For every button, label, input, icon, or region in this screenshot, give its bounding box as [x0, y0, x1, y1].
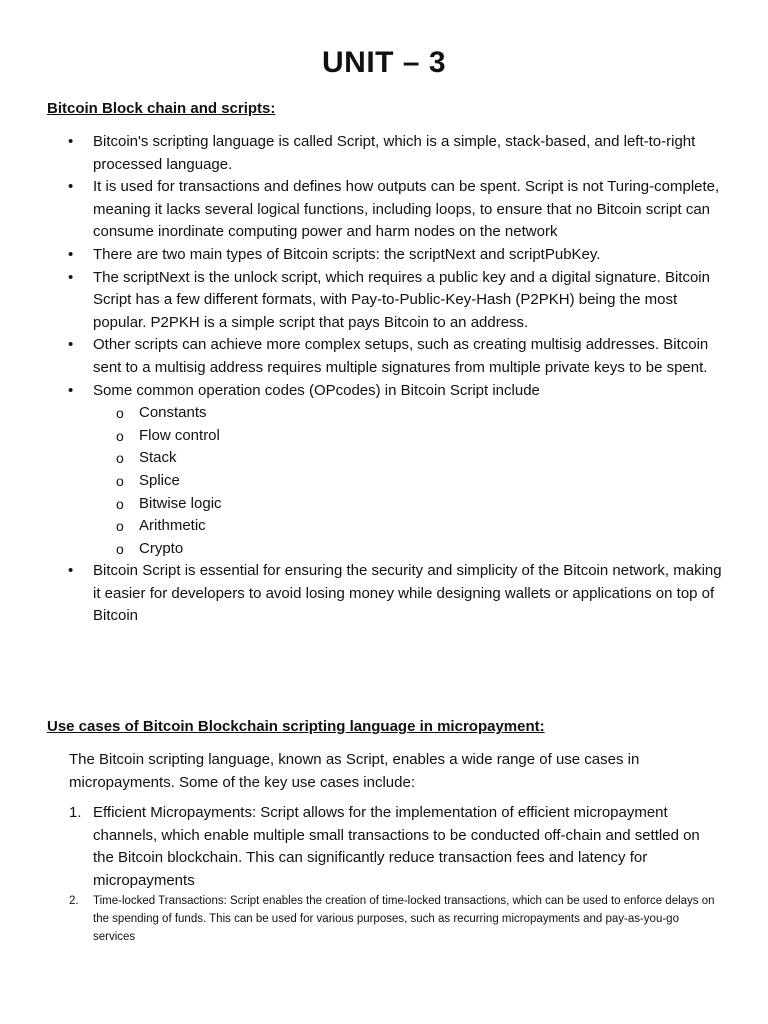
sub-list-item	[93, 402, 724, 425]
list-item	[0, 380, 768, 561]
sub-bullet-marker: o	[116, 495, 124, 512]
numbered-item	[0, 802, 768, 892]
list-item	[0, 131, 768, 176]
list-item-text: The scriptNext is the unlock script, which requires a public key and a digital signature. Bitcoin Script has a few different formats, with Pay-to-Public-Key-Hash (P2PKH) being the most popular. P2PKH is a simple script that pays Bitcoin to an address.	[93, 268, 710, 331]
sub-list-item	[93, 447, 724, 470]
opcode-label: Bitwise logic	[139, 494, 222, 512]
opcode-label: Stack	[139, 449, 177, 467]
sub-list-item	[93, 493, 724, 516]
sub-bullet-marker: o	[116, 450, 124, 467]
section-heading-scripts: Bitcoin Block chain and scripts:	[47, 100, 276, 117]
list-item-text: It is used for transactions and defines how outputs can be spent. Script is not Turing-complete, meaning it lacks several logical functions, including loops, to ensure that no Bitcoin script can consume inordinate computing power and harm nodes on the network	[93, 178, 720, 241]
scripts-bullet-list	[0, 131, 768, 628]
list-item-text: Other scripts can achieve more complex setups, such as creating multisig addresses. Bitcoin sent to a multisig address requires multiple signatures from multiple private keys to be spent.	[93, 336, 709, 376]
bullet-marker: •	[68, 178, 74, 196]
list-item	[0, 334, 768, 379]
bullet-marker: •	[68, 133, 74, 150]
sub-bullet-marker: o	[116, 518, 124, 535]
bullet-marker: •	[68, 245, 74, 263]
opcode-label: Flow control	[139, 426, 220, 444]
list-item-text: Some common operation codes (OPcodes) in Bitcoin Script include	[93, 381, 540, 399]
item-text: Efficient Micropayments: Script allows for the implementation of efficient micropayment channels, which enable multiple small transactions to be conducted off-chain and settled on the Bitcoin blockchain. This can significantly reduce transaction fees and latency for micropayments	[93, 804, 700, 889]
sub-list-item	[93, 470, 724, 493]
sub-list-item	[93, 538, 724, 561]
page-title: UNIT – 3	[321, 46, 447, 79]
sub-list-item	[93, 515, 724, 538]
opcode-label: Arithmetic	[139, 517, 206, 535]
opcode-label: Constants	[139, 404, 207, 422]
list-item-text: Bitcoin Script is essential for ensuring the security and simplicity of the Bitcoin network, making it easier for developers to avoid losing money while designing wallets or applications on top of Bitcoin	[93, 562, 722, 625]
opcode-sublist	[93, 402, 724, 560]
list-item	[0, 244, 768, 267]
opcode-label: Splice	[139, 471, 180, 489]
opcode-label: Crypto	[139, 539, 184, 557]
sub-bullet-marker: o	[116, 427, 124, 444]
bullet-marker: •	[68, 268, 74, 286]
sub-list-item	[93, 425, 724, 448]
item-number: 1.	[69, 804, 82, 821]
sub-bullet-marker: o	[116, 540, 124, 557]
section-heading-use-cases: Use cases of Bitcoin Blockchain scripting language in micropayment:	[47, 718, 545, 735]
list-item-text: There are two main types of Bitcoin scripts: the scriptNext and scriptPubKey.	[93, 245, 601, 263]
item-text: Time-locked Transactions: Script enables the creation of time-locked transactions, which can be used to enforce delays on the spending of funds. This can be used for various purposes, such as recurring micropayments and pay-as-you-go services	[93, 895, 715, 944]
list-item	[0, 267, 768, 335]
list-item	[0, 176, 768, 244]
sub-bullet-marker: o	[116, 472, 124, 489]
bullet-marker: •	[68, 562, 74, 580]
use-cases-list	[0, 802, 768, 946]
list-item-text: Bitcoin's scripting language is called Script, which is a simple, stack-based, and left-to-right processed language.	[93, 133, 696, 173]
bullet-marker: •	[68, 336, 74, 354]
numbered-item	[0, 892, 768, 946]
bullet-marker: •	[68, 381, 74, 399]
item-number: 2.	[69, 895, 79, 908]
use-cases-intro: The Bitcoin scripting language, known as Script, enables a wide range of use cases in micropayments. Some of the key use cases include:	[69, 751, 640, 791]
sub-bullet-marker: o	[116, 405, 124, 422]
list-item	[0, 560, 768, 628]
